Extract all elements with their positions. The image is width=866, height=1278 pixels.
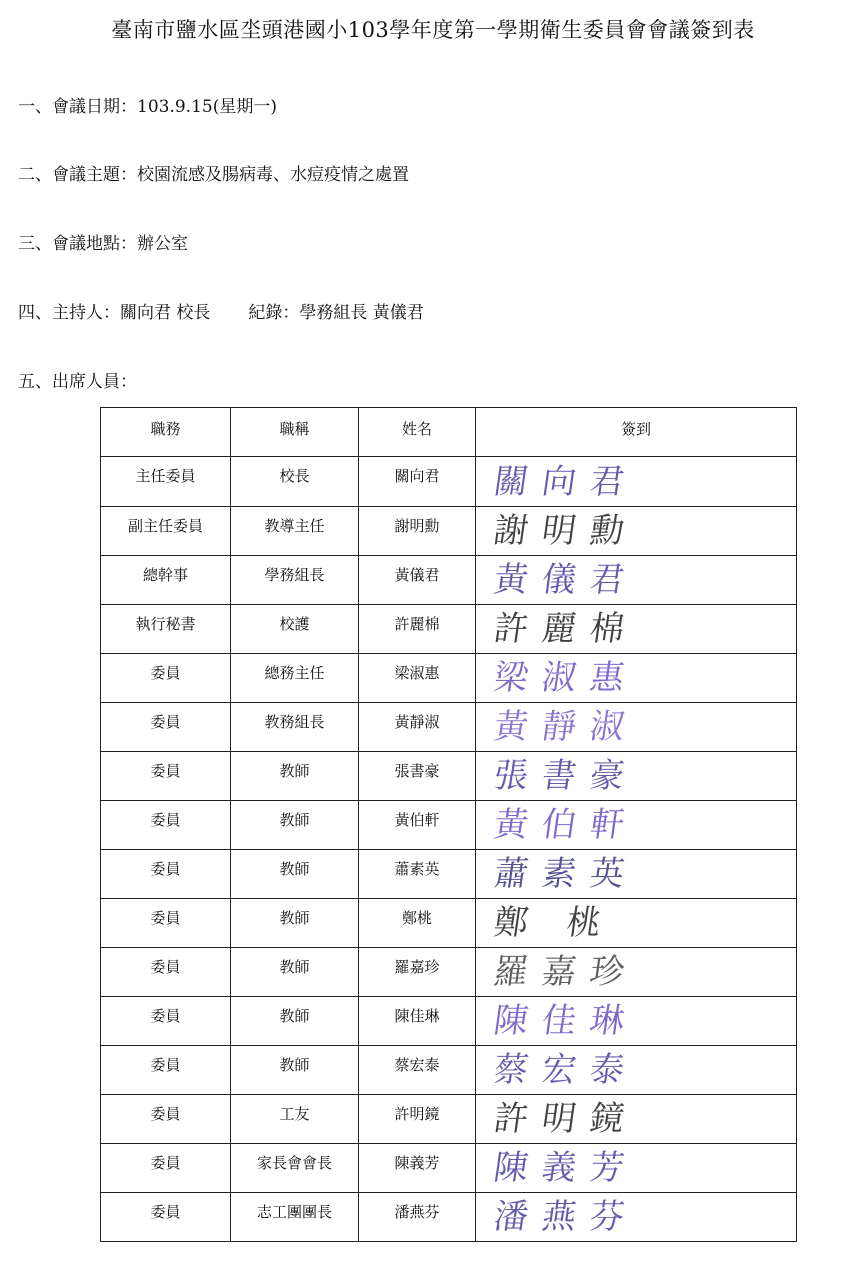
- title-cell: 教師: [231, 752, 359, 801]
- handwritten-signature: 黃儀君: [491, 560, 641, 600]
- signature-cell: [476, 556, 797, 605]
- title-cell: 志工團團長: [231, 1193, 359, 1242]
- name-cell: 蕭素英: [359, 850, 476, 899]
- title-cell: 校長: [231, 457, 359, 507]
- handwritten-signature: 鄭 桃: [491, 903, 618, 943]
- role-cell: 委員: [101, 997, 231, 1046]
- table-row: [101, 752, 797, 801]
- handwritten-signature: 謝明勳: [491, 511, 641, 551]
- signature-cell: [476, 850, 797, 899]
- table-row: [101, 1144, 797, 1193]
- host-label: 四、主持人：: [18, 303, 120, 323]
- signature-cell: [476, 801, 797, 850]
- handwritten-signature: 張書豪: [491, 756, 641, 796]
- name-cell: 謝明勳: [359, 507, 476, 556]
- meeting-date-label: 一、會議日期：: [18, 97, 137, 117]
- title-cell: 教師: [231, 1046, 359, 1095]
- signature-cell: [476, 752, 797, 801]
- table-row: [101, 507, 797, 556]
- meeting-place-value: 辦公室: [137, 234, 188, 254]
- role-cell: 委員: [101, 801, 231, 850]
- table-row: [101, 997, 797, 1046]
- handwritten-signature: 黃伯軒: [491, 805, 641, 845]
- handwritten-signature: 潘燕芬: [491, 1197, 641, 1237]
- title-cell: 家長會會長: [231, 1144, 359, 1193]
- handwritten-signature: 蕭素英: [491, 854, 641, 894]
- document-title: 臺南市鹽水區坔頭港國小103學年度第一學期衛生委員會會議簽到表: [111, 18, 755, 42]
- signature-cell: [476, 899, 797, 948]
- title-cell: 教師: [231, 899, 359, 948]
- signature-cell: [476, 457, 797, 507]
- handwritten-signature: 蔡宏泰: [491, 1050, 641, 1090]
- name-cell: 鄭桃: [359, 899, 476, 948]
- table-row: [101, 605, 797, 654]
- signature-cell: [476, 703, 797, 752]
- attendance-table: [100, 407, 797, 1242]
- handwritten-signature: 許明鏡: [491, 1099, 641, 1139]
- name-cell: 潘燕芬: [359, 1193, 476, 1242]
- signature-cell: [476, 1046, 797, 1095]
- name-cell: 黃儀君: [359, 556, 476, 605]
- role-cell: 執行秘書: [101, 605, 231, 654]
- table-row: [101, 556, 797, 605]
- meeting-place-label: 三、會議地點：: [18, 234, 137, 254]
- table-row: [101, 899, 797, 948]
- handwritten-signature: 梁淑惠: [491, 658, 641, 698]
- header-name: 姓名: [359, 408, 476, 457]
- signature-cell: [476, 507, 797, 556]
- meeting-date-line: [18, 92, 277, 117]
- title-cell: 教師: [231, 948, 359, 997]
- signature-cell: [476, 1193, 797, 1242]
- table-row: [101, 654, 797, 703]
- role-cell: 委員: [101, 654, 231, 703]
- signature-cell: [476, 948, 797, 997]
- recorder-label: 紀錄：: [248, 303, 300, 323]
- handwritten-signature: 關向君: [491, 461, 641, 502]
- table-row: [101, 801, 797, 850]
- handwritten-signature: 陳義芳: [491, 1148, 641, 1188]
- header-title: 職稱: [231, 408, 359, 457]
- name-cell: 關向君: [359, 457, 476, 507]
- signature-cell: [476, 1144, 797, 1193]
- role-cell: 委員: [101, 899, 231, 948]
- attendees-label: 五、出席人員：: [18, 372, 137, 392]
- name-cell: 黃伯軒: [359, 801, 476, 850]
- signature-cell: [476, 654, 797, 703]
- name-cell: 陳佳琳: [359, 997, 476, 1046]
- meeting-date-value: 103.9.15(星期一): [137, 97, 277, 117]
- table-row: [101, 1095, 797, 1144]
- name-cell: 黃靜淑: [359, 703, 476, 752]
- title-cell: 總務主任: [231, 654, 359, 703]
- table-header-row: [101, 408, 797, 457]
- signature-cell: [476, 1095, 797, 1144]
- title-cell: 校護: [231, 605, 359, 654]
- meeting-host-line: [18, 298, 424, 323]
- title-cell: 工友: [231, 1095, 359, 1144]
- role-cell: 委員: [101, 1193, 231, 1242]
- handwritten-signature: 陳佳琳: [491, 1001, 641, 1041]
- title-cell: 學務組長: [231, 556, 359, 605]
- name-cell: 羅嘉珍: [359, 948, 476, 997]
- table-row: [101, 948, 797, 997]
- role-cell: 副主任委員: [101, 507, 231, 556]
- meeting-topic-line: [18, 160, 409, 185]
- name-cell: 梁淑惠: [359, 654, 476, 703]
- handwritten-signature: 黃靜淑: [491, 707, 641, 747]
- title-cell: 教導主任: [231, 507, 359, 556]
- table-row: [101, 850, 797, 899]
- handwritten-signature: 許麗棉: [491, 609, 641, 649]
- signature-cell: [476, 997, 797, 1046]
- role-cell: 總幹事: [101, 556, 231, 605]
- attendees-line: [18, 367, 137, 392]
- name-cell: 陳義芳: [359, 1144, 476, 1193]
- table-row: [101, 457, 797, 507]
- title-cell: 教師: [231, 801, 359, 850]
- name-cell: 許麗棉: [359, 605, 476, 654]
- host-value: 關向君 校長: [120, 303, 211, 323]
- meeting-place-line: [18, 229, 188, 254]
- meeting-topic-label: 二、會議主題：: [18, 165, 137, 185]
- title-cell: 教務組長: [231, 703, 359, 752]
- role-cell: 主任委員: [101, 457, 231, 507]
- role-cell: 委員: [101, 1046, 231, 1095]
- role-cell: 委員: [101, 752, 231, 801]
- table-row: [101, 1046, 797, 1095]
- title-cell: 教師: [231, 850, 359, 899]
- title-cell: 教師: [231, 997, 359, 1046]
- role-cell: 委員: [101, 1144, 231, 1193]
- name-cell: 張書豪: [359, 752, 476, 801]
- role-cell: 委員: [101, 948, 231, 997]
- role-cell: 委員: [101, 703, 231, 752]
- header-signature: 簽到: [476, 408, 797, 457]
- name-cell: 蔡宏泰: [359, 1046, 476, 1095]
- meeting-topic-value: 校園流感及腸病毒、水痘疫情之處置: [137, 165, 409, 185]
- role-cell: 委員: [101, 850, 231, 899]
- signature-cell: [476, 605, 797, 654]
- table-row: [101, 1193, 797, 1242]
- recorder-value: 學務組長 黃儀君: [299, 303, 424, 323]
- header-role: 職務: [101, 408, 231, 457]
- table-row: [101, 703, 797, 752]
- handwritten-signature: 羅嘉珍: [491, 952, 641, 992]
- name-cell: 許明鏡: [359, 1095, 476, 1144]
- role-cell: 委員: [101, 1095, 231, 1144]
